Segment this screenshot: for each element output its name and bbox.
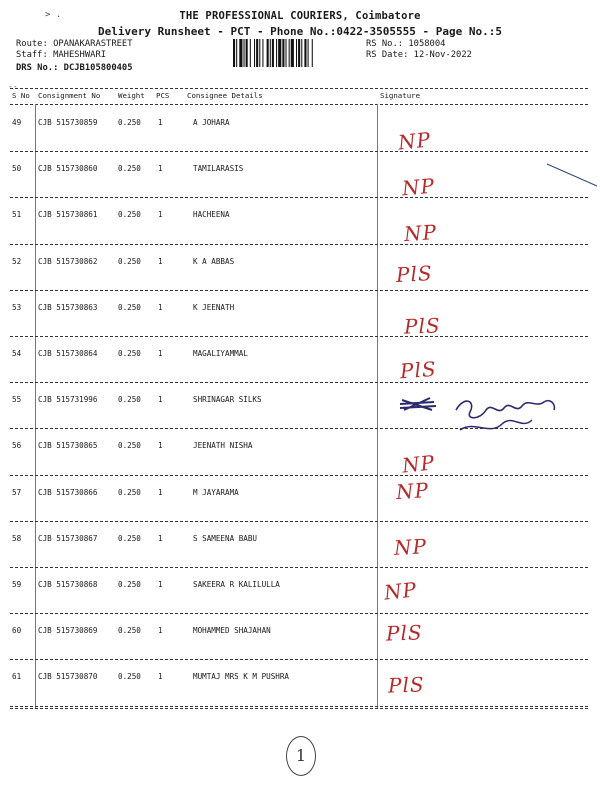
serial-number: 60 — [12, 626, 22, 636]
serial-number: 59 — [12, 580, 22, 589]
barcode-bar — [233, 39, 235, 67]
row-separator — [10, 613, 588, 614]
barcode-bar — [296, 39, 297, 67]
barcode-bar — [276, 39, 277, 67]
consignment-number: CJB 515730860 — [38, 164, 98, 174]
consignee-name: K A ABBAS — [193, 256, 235, 266]
barcode-bar — [291, 39, 294, 67]
barcode-bar — [289, 39, 290, 67]
serial-number: 61 — [12, 672, 22, 682]
serial-number: 52 — [12, 256, 22, 266]
header-top-rule — [10, 88, 588, 89]
serial-number: 56 — [12, 441, 22, 451]
barcode-bar — [254, 39, 255, 67]
table-row — [0, 292, 600, 338]
consignment-number: CJB 515730864 — [38, 349, 98, 358]
handwritten-status: NP — [403, 220, 438, 247]
header-dots: -- — [8, 82, 18, 91]
handwritten-status: NP — [401, 173, 436, 201]
staff-label: Staff: MAHESHWARI — [16, 49, 107, 60]
weight-value: 0.250 — [118, 118, 141, 127]
pcs-count: 1 — [158, 118, 163, 127]
col-pcs: PCS — [156, 91, 170, 100]
consignment-number: CJB 515730859 — [38, 118, 98, 127]
weight-value: 0.250 — [118, 395, 141, 405]
consignee-name: SHRINAGAR SILKS — [193, 395, 262, 405]
barcode-bar — [308, 39, 309, 67]
serial-number: 53 — [12, 302, 22, 312]
consignee-name: HACHEENA — [193, 210, 230, 220]
barcode — [232, 39, 362, 67]
pcs-count: 1 — [158, 580, 163, 589]
row-separator — [10, 475, 588, 476]
barcode-bar — [312, 39, 313, 67]
consignee-name: TAMILARASIS — [193, 164, 244, 174]
table-row — [0, 569, 600, 615]
consignment-number: CJB 515730867 — [38, 533, 98, 543]
barcode-bar — [301, 39, 302, 67]
table-row — [0, 107, 600, 153]
drs-number: DRS No.: DCJB105800405 — [16, 63, 133, 73]
rs-date: RS Date: 12-Nov-2022 — [366, 50, 472, 60]
barcode-bar — [256, 39, 258, 67]
barcode-bar — [304, 39, 306, 67]
consignee-name: A JOHARA — [193, 118, 230, 127]
consignee-name: MOHAMMED SHAJAHAN — [193, 626, 271, 636]
weight-value: 0.250 — [118, 580, 141, 589]
table-row — [0, 477, 600, 523]
handwritten-status: NP — [382, 577, 419, 605]
barcode-bar — [244, 39, 245, 67]
pcs-count: 1 — [158, 210, 163, 220]
handwritten-status: PlS — [385, 620, 423, 646]
col-consignee: Consignee Details — [187, 91, 263, 100]
consignee-name: M JAYARAMA — [193, 487, 239, 497]
weight-value: 0.250 — [118, 487, 141, 497]
row-separator — [10, 706, 588, 707]
serial-number: 57 — [12, 487, 22, 497]
table-row — [0, 615, 600, 661]
row-separator — [10, 521, 588, 522]
consignment-number: CJB 515730866 — [38, 487, 98, 497]
handwritten-status: PlS — [395, 260, 434, 287]
weight-value: 0.250 — [118, 256, 141, 266]
barcode-bar — [286, 39, 287, 67]
runsheet-subtitle: Delivery Runsheet - PCT - Phone No.:0422-3505555 - Page No.:5 — [98, 25, 502, 38]
rs-number: RS No.: 1058004 — [366, 39, 446, 49]
weight-value: 0.250 — [118, 302, 141, 312]
table-row — [0, 523, 600, 569]
consignee-name: SAKEERA R KALILULLA — [193, 580, 280, 589]
barcode-bar — [270, 39, 271, 67]
serial-number: 49 — [12, 118, 22, 127]
pen-mark: > . — [45, 10, 62, 20]
rs-info-block — [366, 39, 472, 61]
col-consignment: Consignment No — [38, 91, 101, 100]
consignee-name: K JEENATH — [193, 302, 235, 312]
barcode-bar — [246, 39, 248, 67]
consignment-number: CJB 515730863 — [38, 302, 98, 312]
row-separator — [10, 244, 588, 245]
barcode-bar — [236, 39, 237, 67]
pcs-count: 1 — [158, 672, 163, 682]
barcode-bar — [272, 39, 274, 67]
handwritten-status: PlS — [387, 672, 425, 699]
barcode-bar — [278, 39, 281, 67]
col-signature: Signature — [380, 91, 421, 100]
handwritten-status: NP — [400, 450, 437, 479]
route-staff-block — [16, 39, 133, 60]
weight-value: 0.250 — [118, 626, 141, 636]
barcode-bar — [259, 39, 260, 67]
weight-value: 0.250 — [118, 672, 141, 682]
pcs-count: 1 — [158, 395, 163, 405]
pcs-count: 1 — [158, 533, 163, 543]
pcs-count: 1 — [158, 441, 163, 451]
row-separator — [10, 659, 588, 660]
consignment-number: CJB 515730865 — [38, 441, 98, 451]
barcode-bar — [267, 39, 269, 67]
weight-value: 0.250 — [118, 533, 141, 543]
pcs-count: 1 — [158, 487, 163, 497]
handwritten-status: NP — [396, 127, 433, 155]
stray-pen-line — [545, 160, 600, 190]
weight-value: 0.250 — [118, 210, 141, 220]
consignment-number: CJB 515730861 — [38, 210, 98, 220]
consignee-name: MAGALIYAMMAL — [193, 349, 248, 358]
table-row — [0, 338, 600, 384]
consignment-number: CJB 515730868 — [38, 580, 98, 589]
barcode-bar — [282, 39, 284, 67]
pcs-count: 1 — [158, 164, 163, 174]
consignee-name: S SAMEENA BABU — [193, 533, 258, 543]
table-bottom-rule — [10, 708, 588, 709]
pcs-count: 1 — [158, 302, 163, 312]
barcode-bar — [250, 39, 251, 67]
consignment-number: CJB 515730870 — [38, 672, 98, 682]
weight-value: 0.250 — [118, 349, 141, 358]
serial-number: 58 — [12, 533, 22, 543]
signature-scribble — [394, 390, 564, 444]
company-title: THE PROFESSIONAL COURIERS, Coimbatore — [179, 10, 421, 22]
route-label: Route: OPANAKARASTREET — [16, 39, 133, 49]
consignee-name: MUMTAJ MRS K M PUSHRA — [193, 672, 290, 682]
barcode-bar — [262, 39, 263, 67]
pcs-count: 1 — [158, 256, 163, 266]
consignment-number: CJB 515731996 — [38, 395, 98, 405]
row-separator — [10, 336, 588, 337]
serial-number: 51 — [12, 210, 22, 220]
pcs-count: 1 — [158, 626, 163, 636]
table-row — [0, 661, 600, 707]
table-row — [0, 246, 600, 292]
table-row — [0, 199, 600, 245]
row-separator — [10, 151, 588, 152]
table-row — [0, 153, 600, 199]
weight-value: 0.250 — [118, 164, 141, 174]
col-weight: Weight — [118, 91, 145, 100]
pcs-count: 1 — [158, 349, 163, 358]
handwritten-status: NP — [393, 533, 428, 560]
row-separator — [10, 290, 588, 291]
row-separator — [10, 382, 588, 383]
handwritten-status: PlS — [399, 356, 438, 384]
consignment-number: CJB 515730862 — [38, 256, 98, 266]
consignment-number: CJB 515730869 — [38, 626, 98, 636]
barcode-bar — [298, 39, 300, 67]
header-bottom-rule — [10, 104, 588, 105]
consignee-name: JEENATH NISHA — [193, 441, 253, 451]
handwritten-status: NP — [395, 477, 430, 504]
handwritten-status: PlS — [403, 313, 441, 339]
page-mark-circle: 1 — [286, 736, 316, 776]
row-separator — [10, 197, 588, 198]
row-separator — [10, 567, 588, 568]
serial-number: 54 — [12, 349, 22, 358]
weight-value: 0.250 — [118, 441, 141, 451]
serial-number: 50 — [12, 164, 22, 174]
serial-number: 55 — [12, 395, 22, 405]
col-sno: S No — [12, 91, 30, 100]
barcode-bar — [239, 39, 242, 67]
